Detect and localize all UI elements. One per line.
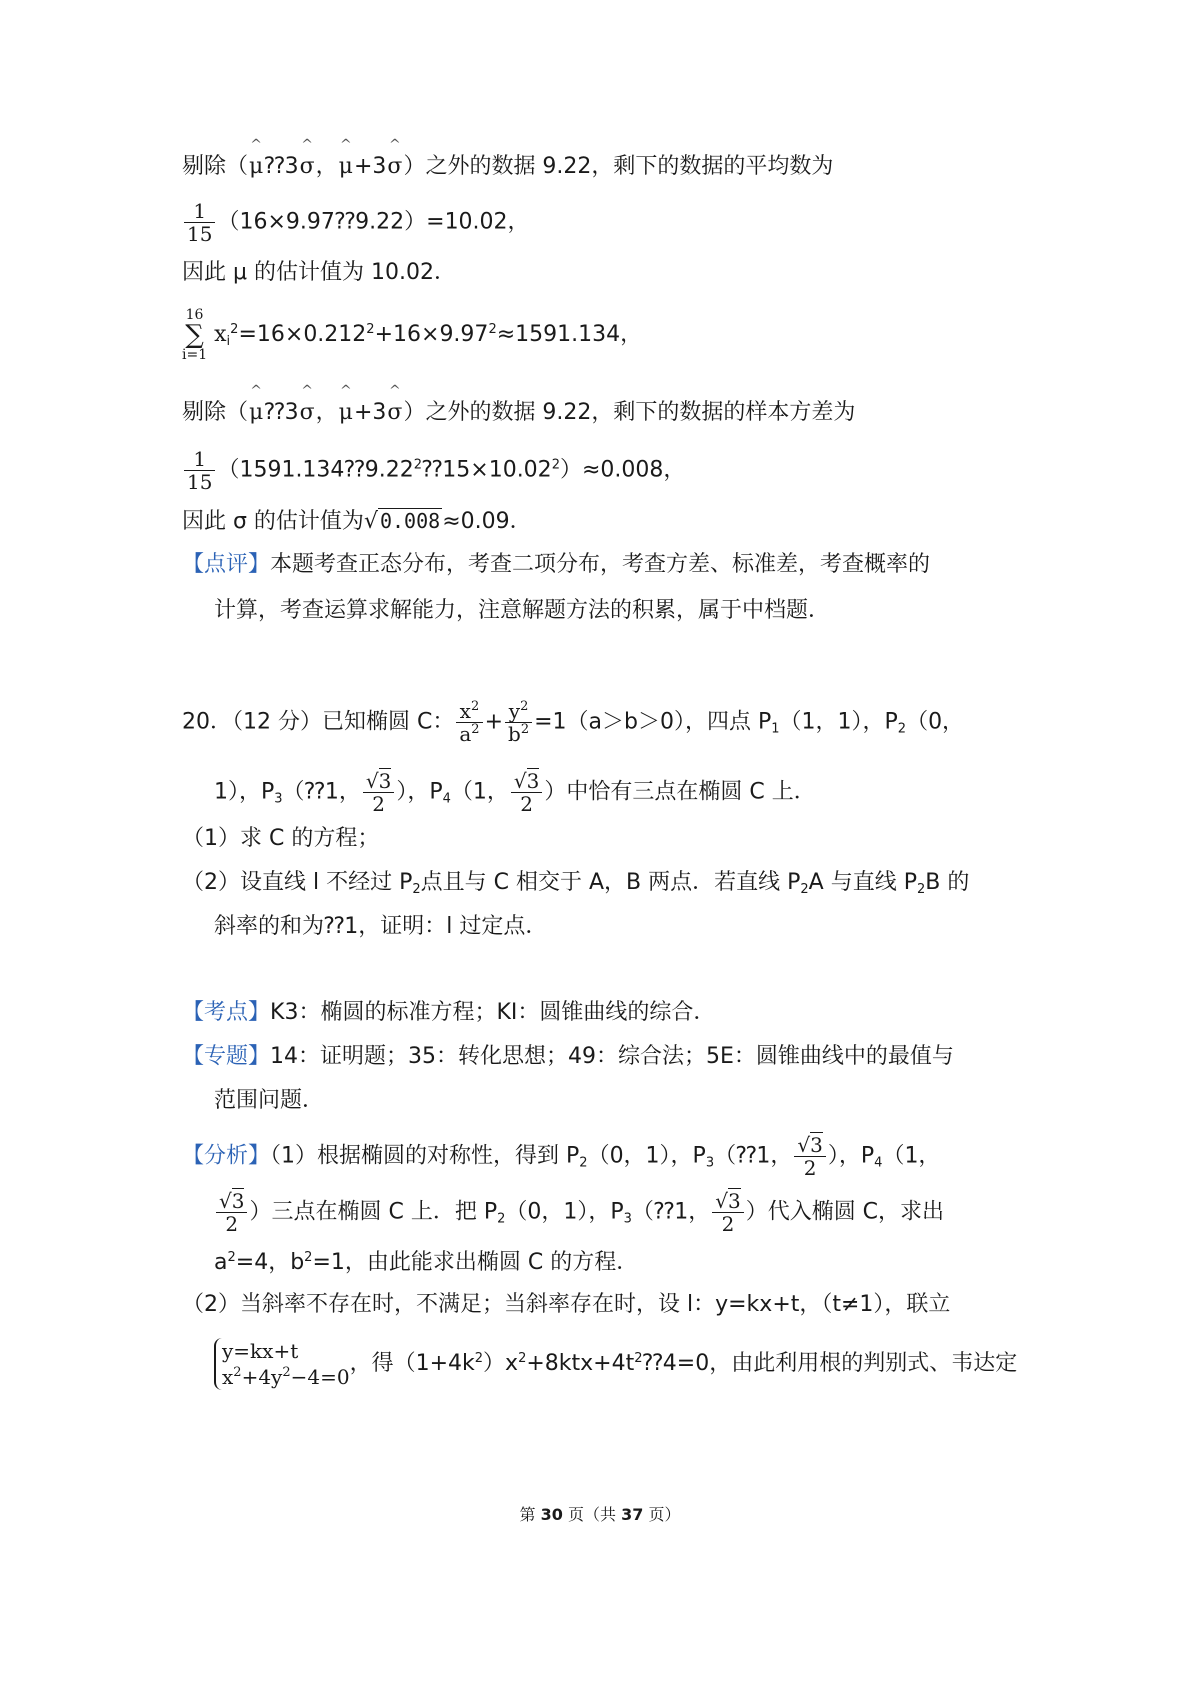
square-root: √ 0.008 [363,509,441,534]
superscript: 2 [474,1351,484,1366]
subscript: 3 [705,1155,715,1171]
superscript: 2 [366,322,375,337]
denominator: 2 [511,792,542,815]
sigma-symbol: ∑ [185,320,204,350]
question-20-part-1 [182,824,379,854]
fraction [184,448,215,493]
denominator: 2 [216,1212,247,1235]
text: ）≈0.008， [559,457,686,483]
text: （2）当斜率不存在时，不满足；当斜率存在时，设 l：y=kx+t，（t≠1），联立 [182,1292,951,1317]
comment-line-1 [182,550,930,580]
denominator: 15 [184,470,215,493]
text: =4，b [235,1250,305,1275]
question-20-part-2-cont [214,912,547,942]
text: ≈0.09． [442,509,532,534]
radicand: 3 [231,1189,245,1213]
text: 因此 μ 的估计值为 10.02． [182,260,456,285]
zhuanti-tag: 【专题】 [182,1044,271,1069]
text: 14：证明题；35：转化思想；49：综合法；5E：圆锥曲线中的最值与 [270,1044,954,1069]
text: −4=0 [290,1365,350,1389]
fraction [456,700,482,745]
equation: y=kx+t [222,1339,299,1363]
text: 范围问题． [214,1088,325,1113]
subscript: 3 [623,1211,632,1227]
kaodian-line [182,998,715,1028]
comment-tag: 【点评】 [182,552,271,577]
superscript: 2 [413,457,422,473]
text: b [508,722,521,746]
subscript: 2 [897,721,907,737]
subscript: 2 [800,882,809,897]
kaodian-tag: 【考点】 [182,1000,271,1025]
text: 本题考查正态分布，考查二项分布，考查方差、标准差，考查概率的 [270,552,931,577]
text: （⁇1， [714,1143,793,1169]
fraction: $\frac{√3}{2}$ [794,1134,825,1179]
superscript: 2 [282,1365,291,1380]
superscript: 2 [230,322,239,337]
text: 点且与 C 相交于 A，B 两点．若直线 P [420,870,801,895]
subscript: 2 [579,1155,588,1171]
numerator: 1 [193,199,207,223]
text: ）三点在椭圆 C 上．把 P [249,1199,498,1225]
radicand: 3 [810,1133,823,1157]
text: ），P [827,1143,875,1169]
text: =16×0.212 [238,322,367,347]
text-line [182,398,855,428]
subscript: 1 [771,721,780,737]
superscript: 2 [520,722,530,737]
text: ⁇3 [264,154,299,179]
text: y [508,699,521,723]
text: 因此 σ 的估计值为 [182,509,364,534]
fraction: $\frac{√3}{2}$ [511,770,542,815]
text: +4y [241,1365,283,1389]
text: （1， [450,779,509,805]
text: 斜率的和为⁇1，证明：l 过定点． [214,914,548,939]
text: x [222,1365,234,1389]
fenxi-line-2 [214,1190,944,1235]
text: ）代入椭圆 C，求出 [745,1199,945,1225]
text: 计算，考查运算求解能力，注意解题方法的积累，属于中档题． [214,598,831,623]
comment-line-2 [214,596,830,626]
superscript: 2 [518,1351,527,1366]
text: ⁇4=0，由此利用根的判别式、韦达定 [642,1351,1018,1376]
text: + [484,709,503,735]
denominator: 15 [184,222,215,245]
text-line [182,306,642,364]
subscript: i [226,334,231,349]
text: ）x [483,1351,519,1376]
text: （1）求 C 的方程； [182,826,380,851]
text: a [459,722,472,746]
sum-lower: i=1 [182,347,208,363]
text: ，得（1+4k [349,1351,475,1376]
fraction [184,200,215,245]
text: 剔除（ [182,154,249,179]
text: =1（a＞b＞0），四点 P [534,709,772,735]
text: ⁇15×10.02 [421,457,552,483]
subscript: 2 [916,882,926,897]
text: A 与直线 P [808,870,917,895]
denominator: 2 [712,1212,743,1235]
mu-hat: ^ μ [339,152,353,182]
text: ）之外的数据 9.22，剩下的数据的样本方差为 [403,400,856,425]
text: ）中恰有三点在椭圆 C 上． [544,779,816,805]
text: 1），P [214,779,275,805]
superscript: 2 [470,699,480,714]
fraction [505,700,532,745]
mu-hat: ^ μ [339,398,353,428]
subscript: 4 [442,791,451,807]
page-number: 30 [540,1505,563,1524]
subscript: 2 [497,1211,506,1227]
text: x [459,699,471,723]
fenxi-tag: 【分析】 [182,1143,271,1169]
radicand: 3 [727,1189,741,1213]
text: ⁇3 [264,400,299,425]
text: +3 [353,154,387,179]
subscript: 2 [412,882,421,897]
superscript: 2 [551,457,560,473]
text: （⁇1， [631,1199,711,1225]
text: +8ktx+4t [526,1351,635,1376]
superscript: 2 [227,1250,236,1265]
text: 第 [519,1505,541,1524]
superscript: 2 [520,699,529,714]
subscript: 3 [274,791,283,807]
superscript: 2 [471,722,480,737]
text: （0，1），P [587,1143,706,1169]
text: K3：椭圆的标准方程；KI：圆锥曲线的综合． [270,1000,716,1025]
text: 页（共 [562,1505,622,1524]
text: （16×9.97⁇9.22）=10.02， [217,209,530,235]
text: 剔除（ [182,400,249,425]
fenxi-line-4 [182,1290,950,1320]
superscript: 2 [634,1351,643,1366]
fenxi-line-5 [214,1338,1017,1390]
text: （1）根据椭圆的对称性，得到 P [270,1143,580,1169]
text: （0， [906,709,965,735]
denominator: 2 [794,1156,825,1179]
radicand: 3 [526,769,540,793]
text: x [214,322,227,347]
radicand: 3 [378,769,392,793]
sigma-hat: ^ σ [300,152,315,182]
superscript: 2 [233,1365,242,1380]
text: （0，1），P [505,1199,624,1225]
mu-hat: ^ μ [249,398,263,428]
text: ），P [396,779,443,805]
fenxi-line-1 [182,1134,940,1179]
fraction: $\frac{√3}{2}$ [363,770,394,815]
text-line [182,258,456,288]
text: （1， [882,1143,941,1169]
text: （⁇1， [282,779,361,805]
text: ）之外的数据 9.22，剩下的数据的平均数为 [403,154,834,179]
text: a [214,1250,228,1275]
fraction: $\frac{√3}{2}$ [216,1190,247,1235]
text: +3 [353,400,387,425]
fenxi-line-3 [214,1248,638,1278]
text: B 的 [925,870,970,895]
sigma-hat: ^ σ [387,398,402,428]
radicand: 0.008 [379,509,441,533]
sigma-hat: ^ σ [300,398,315,428]
text: +16×9.97 [374,322,489,347]
superscript: 2 [488,322,497,337]
page-footer [0,1502,1200,1525]
summation [182,306,207,364]
text: （2）设直线 l 不经过 P [182,870,413,895]
total-pages: 37 [621,1505,644,1524]
subscript: 4 [874,1155,883,1171]
question-20-line-2 [214,770,816,815]
zhuanti-line-1 [182,1042,954,1072]
zhuanti-line-2 [214,1086,324,1116]
numerator: 1 [193,447,207,471]
denominator: 2 [363,792,394,815]
text-line [182,200,530,245]
sigma-hat: ^ σ [387,152,402,182]
text: ， [315,154,338,179]
text: （1591.134⁇9.22 [217,457,414,483]
fraction: $\frac{√3}{2}$ [712,1190,743,1235]
text: =1，由此能求出椭圆 C 的方程． [312,1250,639,1275]
equation [222,1364,350,1390]
sum-upper: 16 [185,307,204,323]
text-line [182,152,833,182]
question-20-part-2 [182,868,969,898]
mu-hat: ^ μ [249,152,263,182]
text: （1，1），P [779,709,898,735]
text-line [182,448,685,493]
text-line [182,506,532,537]
equation-system [214,1338,350,1390]
text: ≈1591.134， [496,322,643,347]
question-20-line-1 [182,700,964,745]
text: 页） [643,1505,681,1524]
text: ， [315,400,338,425]
superscript: 2 [304,1250,313,1265]
text: 20．（12 分）已知椭圆 C： [182,709,455,735]
